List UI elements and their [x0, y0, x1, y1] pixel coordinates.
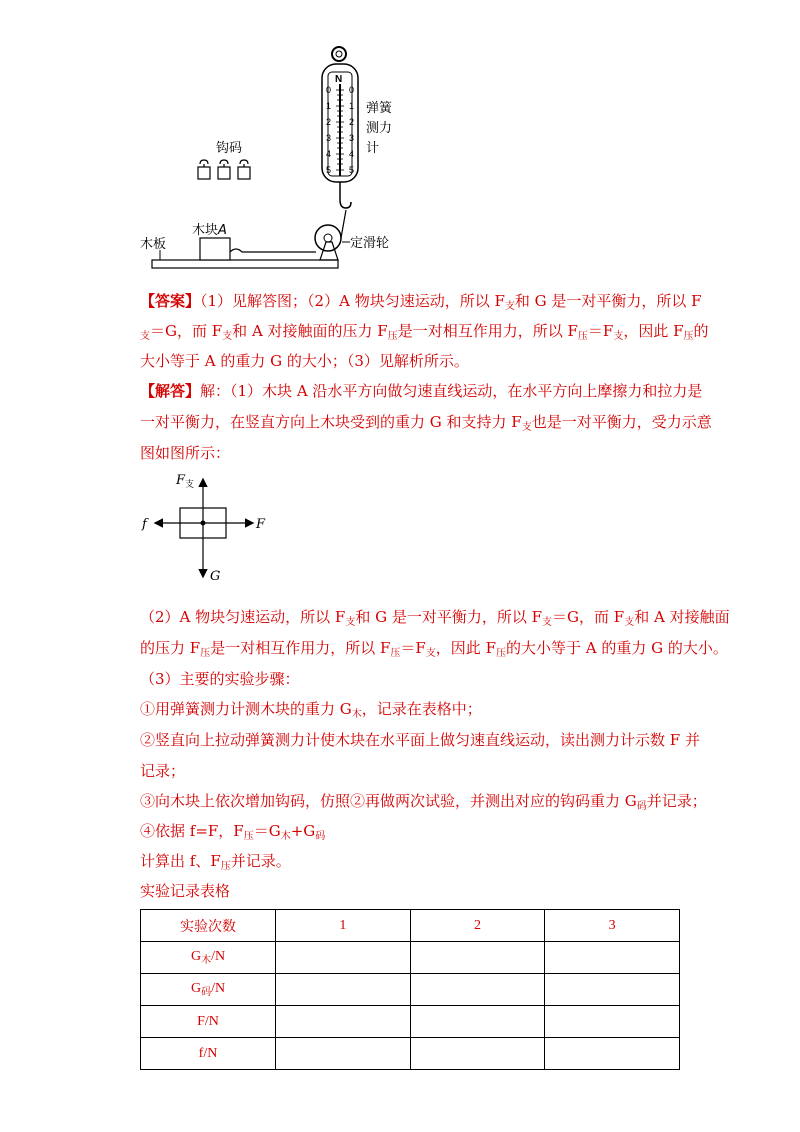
analysis-line-3: 图如图所示：: [140, 444, 231, 462]
table-cell: [276, 974, 411, 1006]
table-cell: [410, 942, 545, 974]
wooden-board: [152, 260, 338, 268]
pulley-label: 定滑轮: [350, 236, 390, 251]
table-row: [141, 1006, 680, 1038]
weights-label: 钩码: [216, 141, 243, 156]
row-label: $G_码/N$: [141, 974, 276, 1006]
part2-line-2: 的压力 $F_压$是一对相互作用力，所以 $F_压=F_支$，因此 $F_压$的大小等于 A 的重力 G 的大小。: [140, 639, 728, 659]
scale-number: 4: [349, 149, 355, 159]
support-force-label: $F_支$: [176, 473, 195, 490]
answer-line-3: 大小等于 A 的重力 G 的大小；（3）见解析所示。: [140, 352, 469, 370]
table-header-cell: 实验次数: [141, 910, 276, 942]
scale-hook: [340, 182, 351, 208]
table-cell: [545, 1038, 680, 1070]
spring-scale-label: 计: [366, 141, 380, 156]
gravity-label: G: [210, 569, 221, 584]
scale-number: 0: [349, 85, 355, 95]
table-header-row: [141, 910, 680, 942]
table-cell: [545, 974, 680, 1006]
part3-title: （3）主要的实验步骤：: [140, 670, 300, 688]
answer-tag: 【答案】: [140, 292, 201, 310]
step-4: ④依据 f=F，$F_压=G_木+G_码$: [140, 822, 326, 842]
table-cell: [410, 974, 545, 1006]
table-row: [141, 1038, 680, 1070]
block-label: 木块A: [192, 223, 227, 238]
friction-label: f: [142, 517, 147, 532]
record-table: [140, 909, 680, 1070]
scale-number: 2: [349, 117, 355, 127]
scale-number: 3: [349, 133, 355, 143]
table-header-cell: 3: [545, 910, 680, 942]
table-title: 实验记录表格: [140, 882, 231, 900]
pull-force-label: F: [256, 517, 266, 532]
force-diagram: [138, 470, 278, 590]
table-cell: [545, 942, 680, 974]
answer-line-2: $_支$＝G，而 $F_支$和 A 对接触面的压力 $F_压$是一对相互作用力，所以 $F_压=F_支$，因此 $F_压$的: [140, 322, 709, 342]
scale-number: 1: [349, 101, 355, 111]
row-label: $G_木/N$: [141, 942, 276, 974]
analysis-line-1: 【解答】解：（1）木块 A 沿水平方向做匀速直线运动，在水平方向上摩擦力和拉力是: [140, 382, 703, 400]
row-label: f/N: [141, 1038, 276, 1070]
table-cell: [545, 1006, 680, 1038]
row-label: F/N: [141, 1006, 276, 1038]
scale-number: 2: [326, 117, 332, 127]
step-2-cont: 记录；: [140, 762, 186, 780]
string: [230, 249, 316, 252]
board-label: 木板: [140, 237, 167, 252]
scale-unit-letter: N: [335, 74, 343, 85]
scale-number: 3: [326, 133, 332, 143]
step-3: ③向木块上依次增加钩码，仿照②再做两次试验，并测出对应的钩码重力 $G_码$并记录；: [140, 792, 707, 812]
answer-line-1: 【答案】（1）见解答图；（2）A 物块匀速运动，所以 $F_支$和 G 是一对平衡力，所以 F: [140, 292, 702, 312]
table-cell: [410, 1038, 545, 1070]
scale-ring: [332, 47, 346, 61]
scale-number: 5: [349, 165, 355, 175]
table-cell: [410, 1006, 545, 1038]
table-row: [141, 974, 680, 1006]
pulley: [315, 225, 341, 251]
table-header-cell: 2: [410, 910, 545, 942]
table-header-cell: 1: [276, 910, 411, 942]
spring-scale-label: 测力: [366, 121, 393, 136]
analysis-tag: 【解答】: [140, 382, 201, 400]
step-1: ①用弹簧测力计测木块的重力 $G_木$，记录在表格中；: [140, 700, 482, 720]
scale-number: 1: [326, 101, 332, 111]
scale-number: 0: [326, 85, 332, 95]
analysis-line-2: 一对平衡力，在竖直方向上木块受到的重力 G 和支持力 $F_支$也是一对平衡力，受力示意: [140, 413, 712, 433]
weights: [198, 160, 250, 179]
scale-number: 5: [326, 165, 332, 175]
table-row: [141, 942, 680, 974]
table-cell: [276, 1006, 411, 1038]
step-2: ②竖直向上拉动弹簧测力计使木块在水平面上做匀速直线运动，读出测力计示数 F 并: [140, 731, 700, 749]
table-cell: [276, 1038, 411, 1070]
apparatus-figure: [140, 42, 480, 282]
block-a: [200, 238, 230, 260]
table-cell: [276, 942, 411, 974]
spring-scale-label: 弹簧: [366, 101, 393, 116]
part2-line-1: （2）A 物块匀速运动，所以 $F_支$和 G 是一对平衡力，所以 $F_支=G$，而 $F_支$和 A 对接触面: [140, 608, 730, 628]
calc-line: 计算出 f、$F_压$并记录。: [140, 852, 291, 872]
scale-number: 4: [326, 149, 332, 159]
